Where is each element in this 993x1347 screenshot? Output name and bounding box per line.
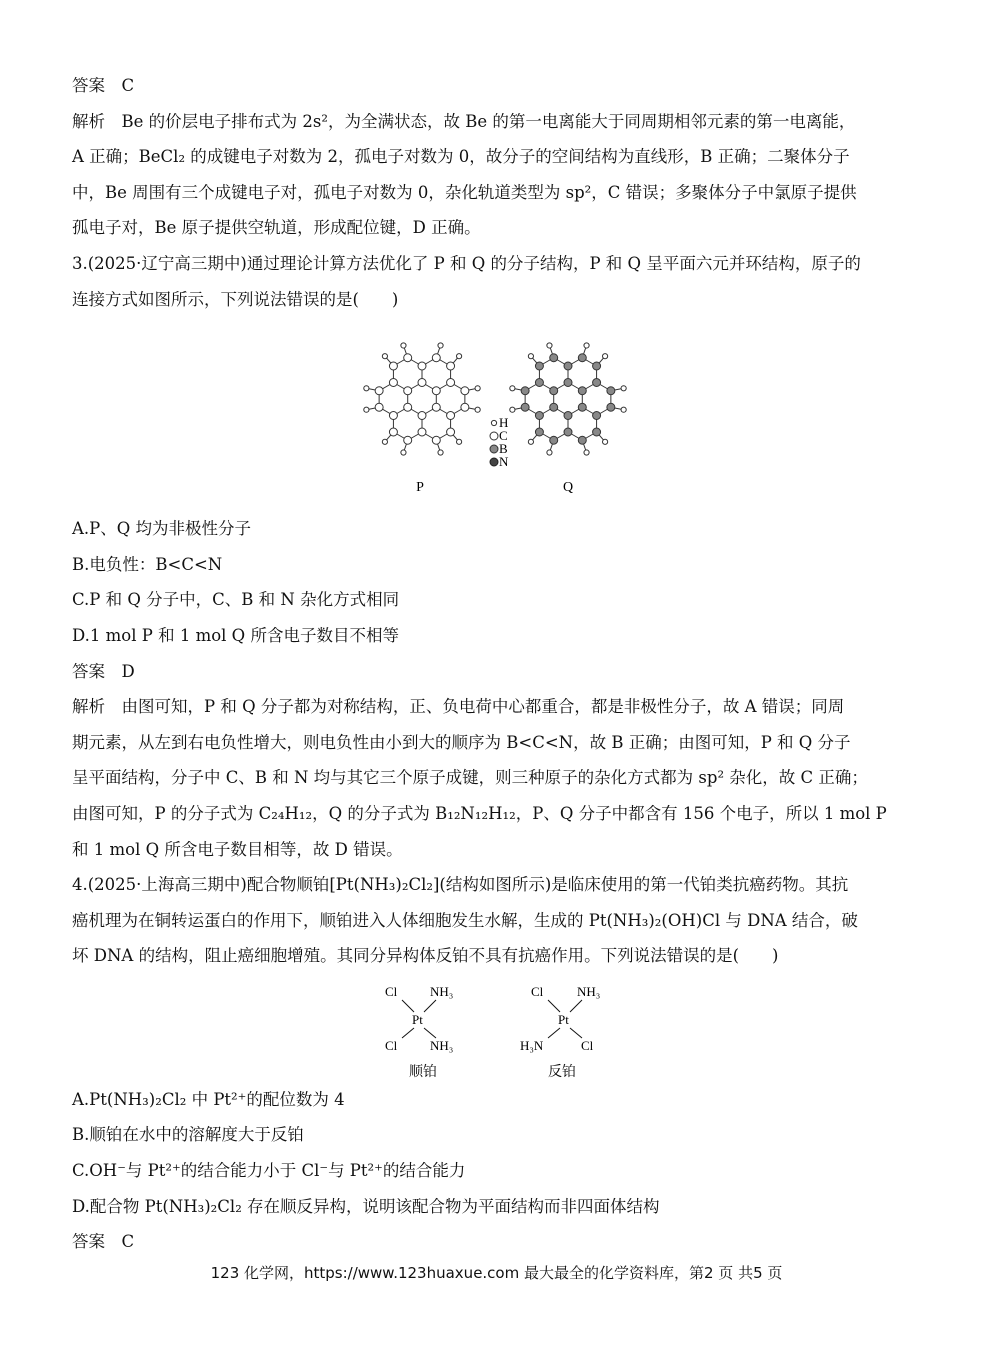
hydrogen-atom [475,407,480,412]
trans-bottom-right-ligand: Cl [581,1037,594,1053]
hydrogen-atom [528,439,533,444]
q3-analysis-line: 期元素，从左到右电负性增大，则电负性由小到大的顺序为 B<C<N，故 B 正确；由图可知，P 和 Q 分子 [72,732,851,752]
hydrogen-atom [621,407,626,412]
hydrogen-atom [364,386,369,391]
cis-center-atom: Pt [412,1011,423,1027]
hydrogen-atom [475,386,480,391]
carbon-atom [404,436,412,444]
q3-analysis-line: 解析 由图可知，P 和 Q 分子都为对称结构，正、负电荷中心都重合，都是非极性分子，故 A 错误；同周 [72,697,845,717]
page-footer: 123 化学网，https://www.123huaxue.com 最大最全的化学资料库，第2 页 共5 页 [210,1264,783,1282]
hydrogen-atom [547,450,552,455]
cis-top-left-ligand: Cl [385,983,398,999]
boron-atom [550,403,558,411]
cis-bottom-left-ligand: Cl [385,1037,398,1053]
q4-stem-line: 癌机理为在铜转运蛋白的作用下，顺铂进入人体细胞发生水解，生成的 Pt(NH₃)₂(OH)Cl 与 DNA 结合，破 [72,910,858,930]
boron-atom [578,387,586,395]
q3-stem-line: 连接方式如图所示，下列说法错误的是( ) [72,289,399,309]
carbon-atom [404,354,412,362]
q2-analysis-line: 孤电子对，Be 原子提供空轨道，形成配位键，D 正确。 [72,218,481,238]
boron-atom [550,354,558,362]
trans-center-atom: Pt [558,1011,569,1027]
q3-analysis-line: 和 1 mol Q 所含电子数目相等，故 D 错误。 [72,839,403,859]
q4-option-c: C.OH⁻与 Pt²⁺的结合能力小于 Cl⁻与 Pt²⁺的结合能力 [72,1161,466,1181]
carbon-atom [404,387,412,395]
trans-bottom-left-ligand: H₃N [520,1037,544,1053]
cis-top-right-ligand: NH₃ [430,983,454,999]
transplatin-label: 反铂 [548,1064,576,1078]
boron-atom [535,379,543,387]
carbon-atom [447,362,455,370]
hydrogen-atom [584,343,589,348]
carbon-atom [432,387,440,395]
boron-atom [578,403,586,411]
boron-atom [550,436,558,444]
q2-analysis-line: A 正确；BeCl₂ 的成键电子对数为 2，孤电子对数为 0，故分子的空间结构为直线形，B 正确；二聚体分子 [72,147,850,167]
q4-figure [72,978,922,1078]
cis-bottom-right-ligand: NH₃ [430,1037,454,1053]
hydrogen-atom [602,354,607,359]
boron-atom [607,403,615,411]
legend-b-label: B [499,441,508,457]
carbon-atom [432,354,440,362]
carbon-atom [432,436,440,444]
q3-option-a: A.P、Q 均为非极性分子 [72,519,252,539]
molecule-q-label: Q [562,480,574,496]
carbon-atom [447,379,455,387]
q2-analysis-line: 中，Be 周围有三个成键电子对，孤电子对数为 0，杂化轨道类型为 sp²，C 错误；多聚体分子中氯原子提供 [72,182,857,202]
hydrogen-atom [401,450,406,455]
carbon-atom [418,428,426,436]
boron-atom [521,387,529,395]
carbon-atom [461,387,469,395]
boron-atom [593,379,601,387]
hydrogen-atom [510,407,515,412]
trans-top-left-ligand: Cl [531,983,544,999]
legend-n-label: N [499,454,509,470]
carbon-atom [389,362,397,370]
cisplatin-label: 顺铂 [409,1064,437,1078]
hydrogen-atom [456,354,461,359]
hydrogen-atom [602,439,607,444]
carbon-atom [447,412,455,420]
legend-h-label: H [499,415,509,431]
boron-atom [521,403,529,411]
boron-atom [578,354,586,362]
q4-option-d: D.配合物 Pt(NH₃)₂Cl₂ 存在顺反异构，说明该配合物为平面结构而非四面体结构 [72,1196,660,1216]
carbon-atom [432,403,440,411]
carbon-atom [375,387,383,395]
boron-atom [564,362,572,370]
boron-atom [593,412,601,420]
molecule-p [364,343,480,455]
cisplatin-structure [385,984,453,1078]
q3-analysis-line: 呈平面结构，分子中 C、B 和 N 均与其它三个原子成键，则三种原子的杂化方式都为 sp² 杂化，故 C 正确； [72,768,868,788]
q4-option-b: B.顺铂在水中的溶解度大于反铂 [72,1125,304,1145]
molecule-q [510,343,626,455]
hydrogen-atom [401,343,406,348]
hydrogen-atom [510,386,515,391]
hydrogen-atom [528,354,533,359]
boron-atom [564,412,572,420]
q3-option-b: B.电负性：B<C<N [72,554,223,574]
transplatin-structure [520,984,600,1078]
legend-h-marker [491,421,496,426]
q3-stem-line: 3.(2025·辽宁高三期中)通过理论计算方法优化了 P 和 Q 的分子结构，P 和 Q 呈平面六元并环结构，原子的 [72,253,861,273]
carbon-atom [389,379,397,387]
carbon-atom [461,403,469,411]
molecule-p-label: P [416,480,424,496]
hydrogen-atom [382,439,387,444]
legend-c-marker [490,432,498,440]
boron-atom [550,387,558,395]
q2-answer: 答案 C [72,76,135,95]
q3-option-d: D.1 mol P 和 1 mol Q 所含电子数目不相等 [72,625,399,645]
carbon-atom [418,362,426,370]
carbon-atom [389,412,397,420]
q4-option-a: A.Pt(NH₃)₂Cl₂ 中 Pt²⁺的配位数为 4 [72,1089,345,1109]
boron-atom [593,428,601,436]
carbon-atom [375,403,383,411]
legend-n-marker [490,458,498,466]
molecule-structures-figure [72,317,922,511]
boron-atom [564,428,572,436]
hydrogen-atom [438,343,443,348]
hydrogen-atom [584,450,589,455]
carbon-atom [389,428,397,436]
carbon-atom [447,428,455,436]
q2-analysis-line: 解析 Be 的价层电子排布式为 2s²，为全满状态，故 Be 的第一电离能大于同周期相邻元素的第一电离能， [72,111,856,131]
cisplatin-transplatin-figure [72,978,922,1078]
boron-atom [535,428,543,436]
q4-answer: 答案 C [72,1232,135,1252]
q4-stem-line: 4.(2025·上海高三期中)配合物顺铂[Pt(NH₃)₂Cl₂](结构如图所示)是临床使用的第一代铂类抗癌药物。其抗 [72,875,849,895]
legend-c-label: C [499,428,508,444]
hydrogen-atom [382,354,387,359]
legend-b-marker [490,445,498,453]
carbon-atom [404,403,412,411]
hydrogen-atom [621,386,626,391]
hydrogen-atom [438,450,443,455]
q3-option-c: C.P 和 Q 分子中，C、B 和 N 杂化方式相同 [72,590,400,610]
q4-stem-line: 坏 DNA 的结构，阻止癌细胞增殖。其同分异构体反铂不具有抗癌作用。下列说法错误的是( ) [72,946,779,966]
q3-figure [72,317,922,511]
boron-atom [535,362,543,370]
hydrogen-atom [547,343,552,348]
q3-answer: 答案 D [72,661,135,681]
trans-top-right-ligand: NH₃ [577,983,601,999]
hydrogen-atom [456,439,461,444]
boron-atom [593,362,601,370]
document-page [72,68,922,1260]
q3-analysis-line: 由图可知，P 的分子式为 C₂₄H₁₂，Q 的分子式为 B₁₂N₁₂H₁₂，P、Q 分子中都含有 156 个电子，所以 1 mol P [72,803,887,823]
hydrogen-atom [364,407,369,412]
carbon-atom [418,412,426,420]
boron-atom [607,387,615,395]
boron-atom [578,436,586,444]
atom-legend [490,415,509,469]
boron-atom [564,379,572,387]
boron-atom [535,412,543,420]
carbon-atom [418,379,426,387]
